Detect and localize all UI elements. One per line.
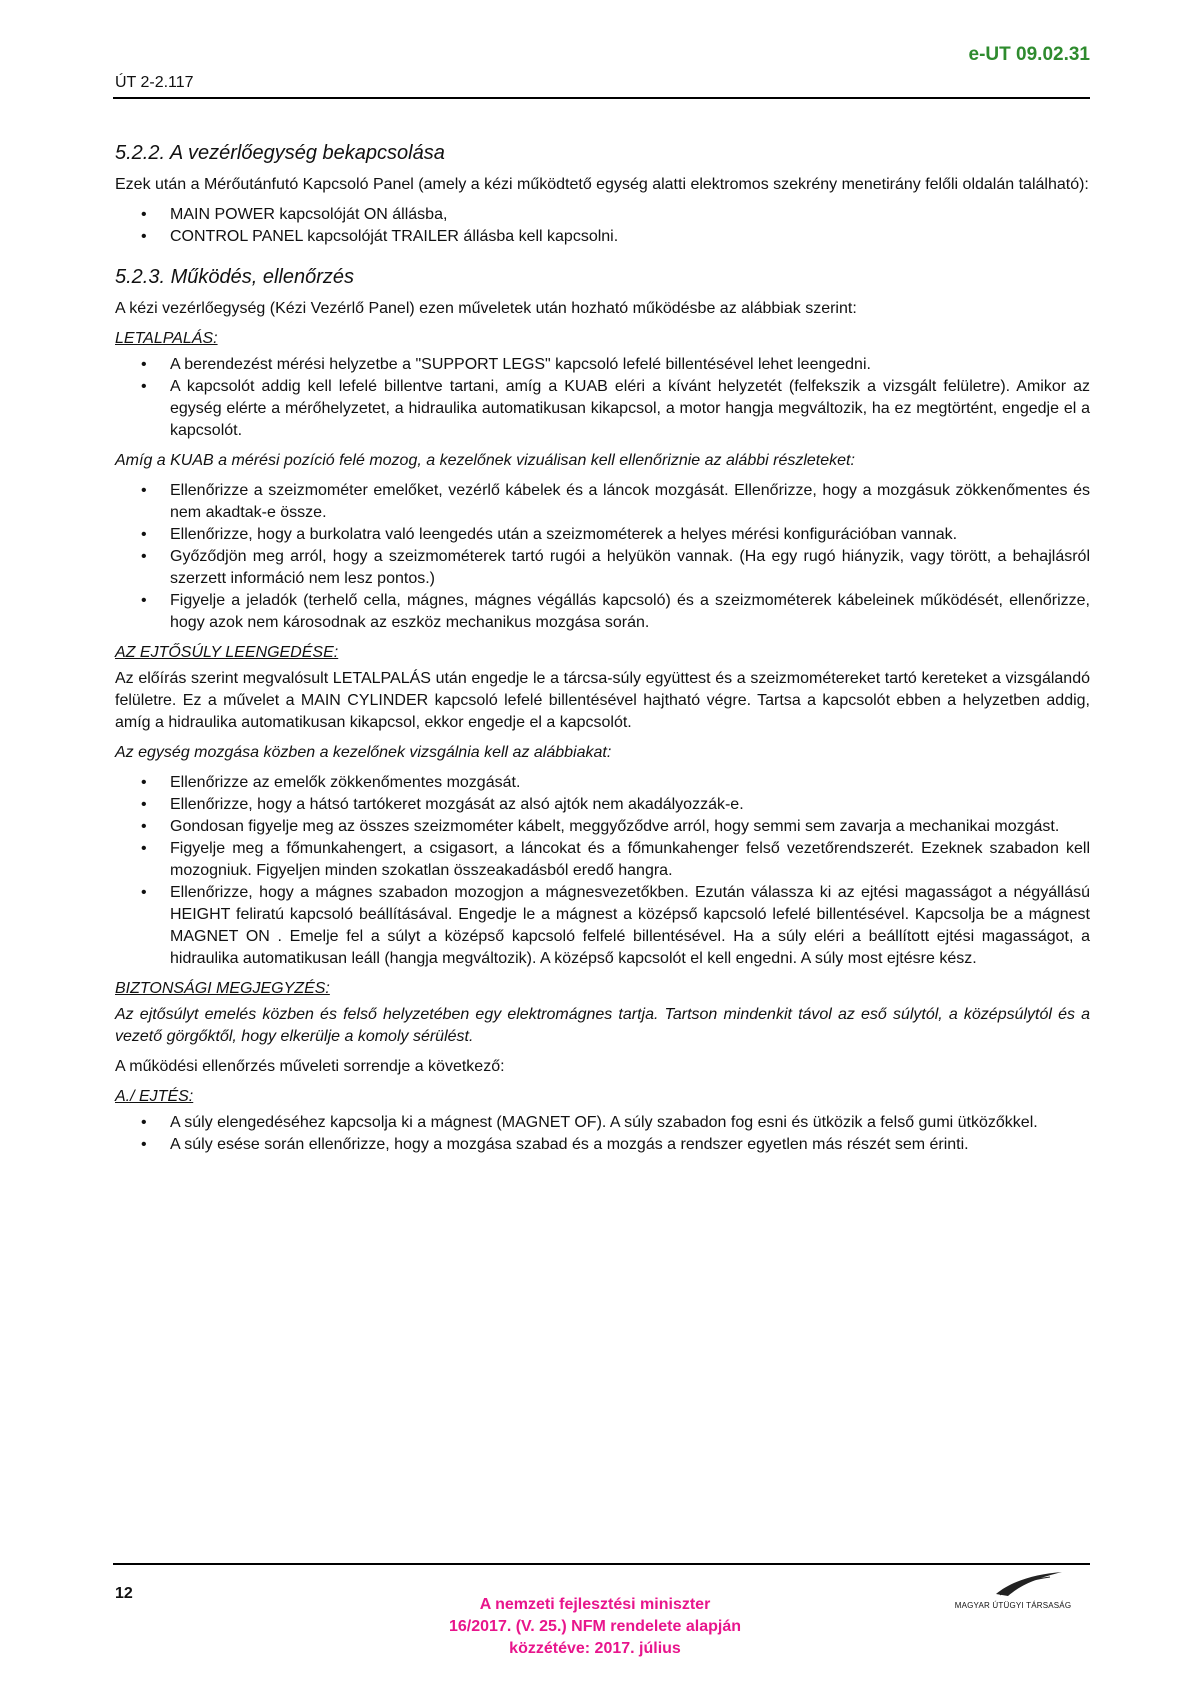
list-item: • A berendezést mérési helyzetbe a "SUPPORT LEGS" kapcsoló lefelé billentésével lehet leengedni.: [170, 354, 1090, 376]
list-item: • Ellenőrizze, hogy a hátsó tartókeret mozgását az alsó ajtók nem akadályozzák-e.: [170, 794, 1090, 816]
header-rule: [113, 97, 1090, 99]
section-522-intro: Ezek után a Mérőutánfutó Kapcsoló Panel (amely a kézi működtető egység alatti elektromos szekrény menetirány felőli oldalán található):: [115, 176, 1089, 193]
visual-check-list: [115, 480, 1090, 634]
ejtes-list: [115, 1112, 1090, 1156]
society-logo: [938, 1564, 1088, 1610]
list-item: • Figyelje meg a főmunkahengert, a csigasort, a láncokat és a főmunkahenger felső vezetőrendszerét. Ezeknek szabadon kell mozogniuk. Figyeljen minden szokatlan összeakadásból eredő hangra.: [170, 838, 1090, 882]
document-code: e-UT 09.02.31: [968, 44, 1090, 65]
list-item: • A kapcsolót addig kell lefelé billentve tartani, amíg a KUAB eléri a kívánt helyzetét (felfekszik a vizsgált felületre). Amikor az egység elérte a mérőhelyzetet, a hidraulika automatikusan kikapcsol, a motor hangja megváltozik, ha ez megtörtént, engedje el a kapcsolót.: [170, 376, 1090, 442]
letalpalas-list: [115, 354, 1090, 442]
section-523-intro: A kézi vezérlőegység (Kézi Vezérlő Panel) ezen műveletek után hozható működésbe az alábbiak szerint:: [115, 300, 857, 317]
ejtosuly-heading: AZ EJTŐSÚLY LEENGEDÉSE:: [115, 644, 339, 661]
letalpalas-heading: LETALPALÁS:: [115, 330, 218, 347]
list-item: • Ellenőrizze a szeizmométer emelőket, vezérlő kábelek és a láncok mozgását. Ellenőrizze, hogy a mozgásuk zökkenőmentes és nem akadtak-e össze.: [170, 480, 1090, 524]
section-522-list: [115, 204, 1090, 248]
list-item: • CONTROL PANEL kapcsolóját TRAILER állásba kell kapcsolni.: [170, 226, 1090, 248]
publication-note-line: közzétéve: 2017. július: [509, 1640, 681, 1657]
list-item: • Ellenőrizze, hogy a burkolatra való leengedés után a szeizmométerek a helyes mérési konfigurációban vannak.: [170, 524, 1090, 546]
list-item: • A súly esése során ellenőrizze, hogy a mozgása szabad és a mozgás a rendszer egyetlen más részét sem érinti.: [170, 1134, 1090, 1156]
section-523-title: 5.2.3. Működés, ellenőrzés: [115, 266, 355, 288]
safety-note: Az ejtősúlyt emelés közben és felső helyzetében egy elektromágnes tartja. Tartson mindenkit távol az eső súlytól, a középsúlytól és a vezető görgőktől, hogy elkerülje a komoly sérülést.: [115, 1006, 1090, 1045]
society-logo-text: MAGYAR ÚTÜGYI TÁRSASÁG: [954, 1601, 1072, 1610]
list-item: • A súly elengedéséhez kapcsolja ki a mágnest (MAGNET OF). A súly szabadon fog esni és ütközik a felső gumi ütközőkkel.: [170, 1112, 1090, 1134]
list-item: • Figyelje a jeladók (terhelő cella, mágnes, mágnes végállás kapcsoló) és a szeizmométerek kábeleinek működését, ellenőrizze, hogy azok nem károsodnak az eszköz mechanikus mozgása során.: [170, 590, 1090, 634]
ejtosuly-paragraph: Az előírás szerint megvalósult LETALPALÁS után engedje le a tárcsa-súly együttest és a szeizmométereket tartó kereteket a vizsgálandó felületre. Ez a művelet a MAIN CYLINDER kapcsoló lefelé billentésével hajtható végre. Tartsa a kapcsolót ebben a helyzetben addig, amíg a hidraulika automatikusan kikapcsol, ekkor engedje el a kapcsolót.: [115, 670, 1090, 731]
section-522-title: 5.2.2. A vezérlőegység bekapcsolása: [115, 142, 445, 164]
list-item: • MAIN POWER kapcsolóját ON állásba,: [170, 204, 1090, 226]
movement-check-note: Az egység mozgása közben a kezelőnek vizsgálnia kell az alábbiakat:: [115, 744, 612, 761]
standard-id: ÚT 2-2.117: [115, 74, 194, 91]
publication-note-line: 16/2017. (V. 25.) NFM rendelete alapján: [449, 1618, 741, 1635]
list-item: • Gondosan figyelje meg az összes szeizmométer kábelt, meggyőződve arról, hogy semmi sem zavarja a mechanikai mozgást.: [170, 816, 1090, 838]
page-number: 12: [115, 1585, 133, 1602]
road-swoosh-icon: [938, 1564, 1088, 1598]
page-body: [115, 140, 1090, 1164]
movement-check-list: [115, 772, 1090, 970]
safety-heading: BIZTONSÁGI MEGJEGYZÉS:: [115, 980, 330, 997]
sequence-paragraph: A működési ellenőrzés műveleti sorrendje a következő:: [115, 1058, 505, 1075]
list-item: • Ellenőrizze, hogy a mágnes szabadon mozogjon a mágnesvezetőkben. Ezután válassza ki az ejtési magasságot a négyállású HEIGHT feliratú kapcsoló beállításával. Engedje le a mágnest a középső kapcsoló lefelé billentésével. Kapcsolja be a mágnest MAGNET ON . Emelje fel a súlyt a középső kapcsoló felfelé billentésével. Ha a súly eléri a beállított ejtési magasságot, a hidraulika automatikusan leáll (hangja megváltozik). A középső kapcsolót el kell engedni. A súly most ejtésre kész.: [170, 882, 1090, 970]
list-item: • Ellenőrizze az emelők zökkenőmentes mozgását.: [170, 772, 1090, 794]
visual-check-note: Amíg a KUAB a mérési pozíció felé mozog, a kezelőnek vizuálisan kell ellenőriznie az alábbi részleteket:: [115, 452, 855, 469]
ejtes-heading: A./ EJTÉS:: [115, 1088, 194, 1105]
publication-note-line: A nemzeti fejlesztési miniszter: [479, 1596, 711, 1613]
list-item: • Győződjön meg arról, hogy a szeizmométerek tartó rugói a helyükön vannak. (Ha egy rugó hiányzik, vagy törött, a behajlásról szerzett információ nem lesz pontos.): [170, 546, 1090, 590]
